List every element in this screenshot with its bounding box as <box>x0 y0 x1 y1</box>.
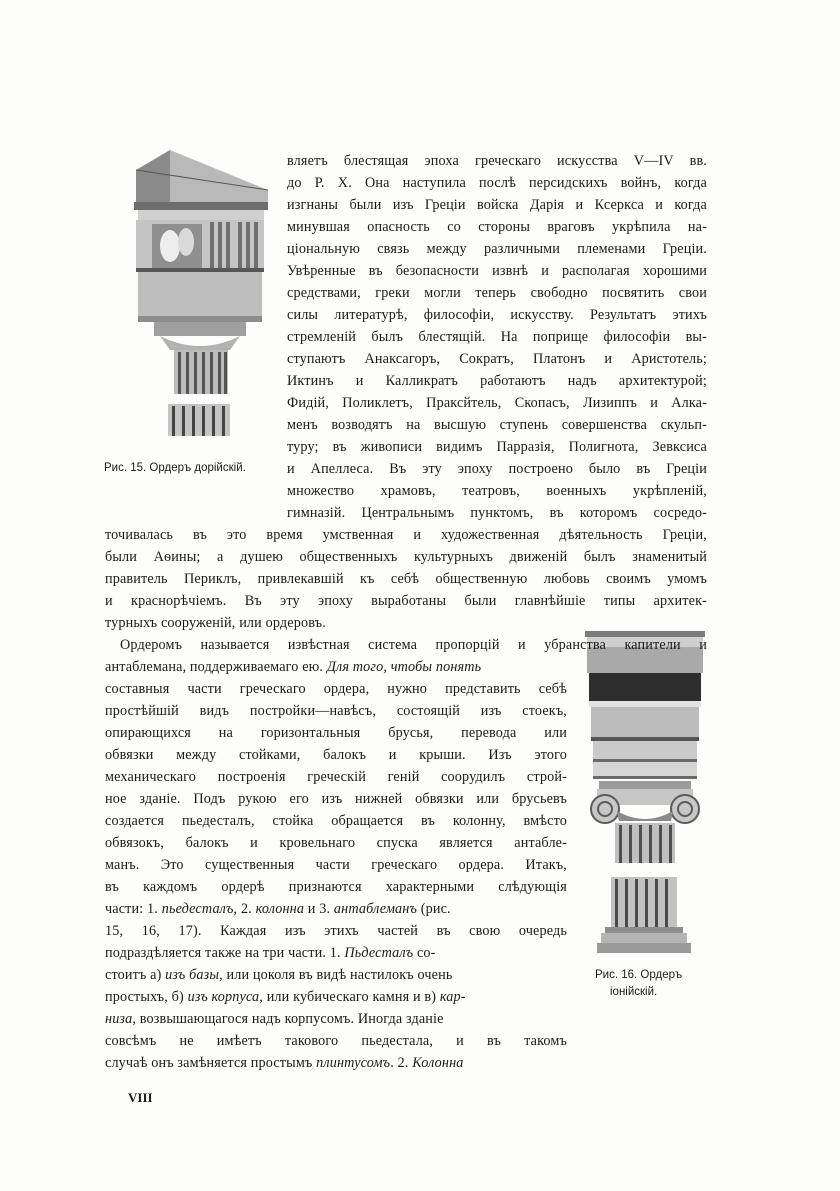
text-line: ступаютъ Анаксагоръ, Сократъ, Платонъ и Аристотель; <box>287 351 707 367</box>
text-line: опирающихся на горизонтальныя брусья, перевода или <box>105 725 567 741</box>
text-line: туру; въ живописи видимъ Парразія, Полигнота, Зевксиса <box>287 439 707 455</box>
text-span: случаѣ онъ замѣняется простымъ <box>105 1055 313 1071</box>
text-span: , или кубическаго камня и в) <box>259 989 437 1005</box>
text-span: , возвышающагося надъ корпусомъ. Иногда зданіе <box>132 1011 444 1027</box>
text-line <box>105 657 567 677</box>
text-line: въ каждомъ ордерѣ признаются характерными слѣдующія <box>105 879 567 895</box>
figure-doric-order <box>130 150 270 442</box>
text-line: обвязки между стойками, балокъ и крыши. Изъ этого <box>105 747 567 763</box>
text-line: множество храмовъ, театровъ, военныхъ укрѣпленій, <box>287 483 707 499</box>
text-line: силы литературѣ, философіи, искусству. Результатъ этихъ <box>287 307 707 323</box>
text-line <box>105 1009 567 1029</box>
text-span: стоитъ а) <box>105 967 162 983</box>
text-line: гимназій. Центральнымъ пунктомъ, въ которомъ сосредо- <box>287 505 707 521</box>
figure-16-caption-line2: іонійскій. <box>610 986 658 998</box>
figure-16-caption-line1: Рис. 16. Ордеръ <box>595 969 683 981</box>
text-line: манъ. Это существенныя части греческаго ордера. Итакъ, <box>105 857 567 873</box>
text-span-italic: пьедесталъ <box>161 901 234 917</box>
text-line <box>105 987 567 1007</box>
text-line <box>105 899 567 919</box>
text-line <box>105 965 567 985</box>
text-span: , 2. <box>233 901 252 917</box>
figure-15-caption: Рис. 15. Ордеръ дорійскій. <box>104 462 246 474</box>
text-line: минувшая опасность со стороны враговъ укрѣпила на- <box>287 219 707 235</box>
text-span-italic: изъ базы <box>165 967 220 983</box>
text-line: вляетъ блестящая эпоха греческаго искусства V—IV вв. <box>287 153 707 169</box>
text-line <box>105 943 567 963</box>
text-span: со- <box>413 945 436 961</box>
text-line: обвязокъ, балокъ и кровельнаго спуска является антабле- <box>105 835 567 851</box>
page-number: VIII <box>128 1090 153 1105</box>
text-line: менъ возводятъ на высшую ступень совершенства скульп- <box>287 417 707 433</box>
text-line: средствами, греки могли теперь свободно посвятить свои <box>287 285 707 301</box>
text-line: совсѣмъ не имѣетъ такового пьедестала, и въ такомъ <box>105 1033 567 1049</box>
text-span-italic: изъ корпуса <box>187 989 260 1005</box>
text-line: точивалась въ это время умственная и художественная дѣятельность Греціи, <box>105 527 707 543</box>
text-line: изгнаны были изъ Греціи войска Дарія и Ксеркса и когда <box>287 197 707 213</box>
text-span: части: 1. <box>105 901 159 917</box>
text-line: Фидій, Поликлетъ, Праксйтель, Скопасъ, Лизиппъ и Алка- <box>287 395 707 411</box>
text-span-italic: Колонна <box>412 1055 464 1071</box>
text-span: и 3. <box>304 901 331 917</box>
figure-ionic-order <box>583 631 705 957</box>
text-span-italic: колонна <box>255 901 305 917</box>
text-span-italic: низа <box>105 1011 133 1027</box>
text-span-italic: кар- <box>439 989 466 1005</box>
text-line: ное зданіе. Подъ рукою его изъ нижней обвязки или брусьевъ <box>105 791 567 807</box>
text-line: турныхъ сооруженій, или ордеровъ. <box>105 615 326 631</box>
text-line: 15, 16, 17). Каждая изъ этихъ частей въ свою очередь <box>105 923 567 939</box>
text-span: простыхъ, б) <box>105 989 184 1005</box>
text-line: создается пьедесталъ, стойка обращается въ колонну, вмѣсто <box>105 813 567 829</box>
text-span-italic: антаблеманъ <box>333 901 418 917</box>
text-line: правитель Периклъ, привлекавшій къ себѣ общественную любовь своимъ умомъ <box>105 571 707 587</box>
text-line: составныя части греческаго ордера, нужно представить себѣ <box>105 681 567 697</box>
text-line: Увѣренные въ безопасности извнѣ и располагая хорошими <box>287 263 707 279</box>
text-line: Ордеромъ называется извѣстная система пропорцій и убранства капители и <box>120 637 707 653</box>
text-line: ціональную связь между различными племенами Греціи. <box>287 241 707 257</box>
text-line: механическаго построенія греческій геній соорудилъ строй- <box>105 769 567 785</box>
text-span-italic: Для того, чтобы понять <box>326 659 482 675</box>
text-line <box>105 1053 567 1073</box>
text-line: и Апеллеса. Въ эту эпоху построено было въ Греціи <box>287 461 707 477</box>
text-line: до Р. X. Она наступила послѣ персидскихъ войнъ, когда <box>287 175 707 191</box>
text-span-italic: плинтусомъ <box>316 1055 391 1071</box>
text-span: . 2. <box>390 1055 409 1071</box>
text-span: , или цоколя въ видѣ настилокъ очень <box>219 967 453 983</box>
text-span: (рис. <box>417 901 451 917</box>
text-line: Иктинъ и Калликратъ работаютъ надъ архитектурой; <box>287 373 707 389</box>
text-line: и краснорѣчіемъ. Въ эту эпоху выработаны были главнѣйшіе типы архитек- <box>105 593 707 609</box>
text-span-italic: Пьдесталъ <box>344 945 414 961</box>
text-span: антаблемана, поддерживаемаго ею. <box>105 659 324 675</box>
text-span: подраздѣляется также на три части. 1. <box>105 945 341 961</box>
text-line: стремленій былъ блестящій. На поприще философіи вы- <box>287 329 707 345</box>
text-line: были Аѳины; а душею общественныхъ культурныхъ движеній былъ знаменитый <box>105 549 707 565</box>
text-line: простѣйшій видъ постройки—навѣсъ, состоящій изъ стоекъ, <box>105 703 567 719</box>
